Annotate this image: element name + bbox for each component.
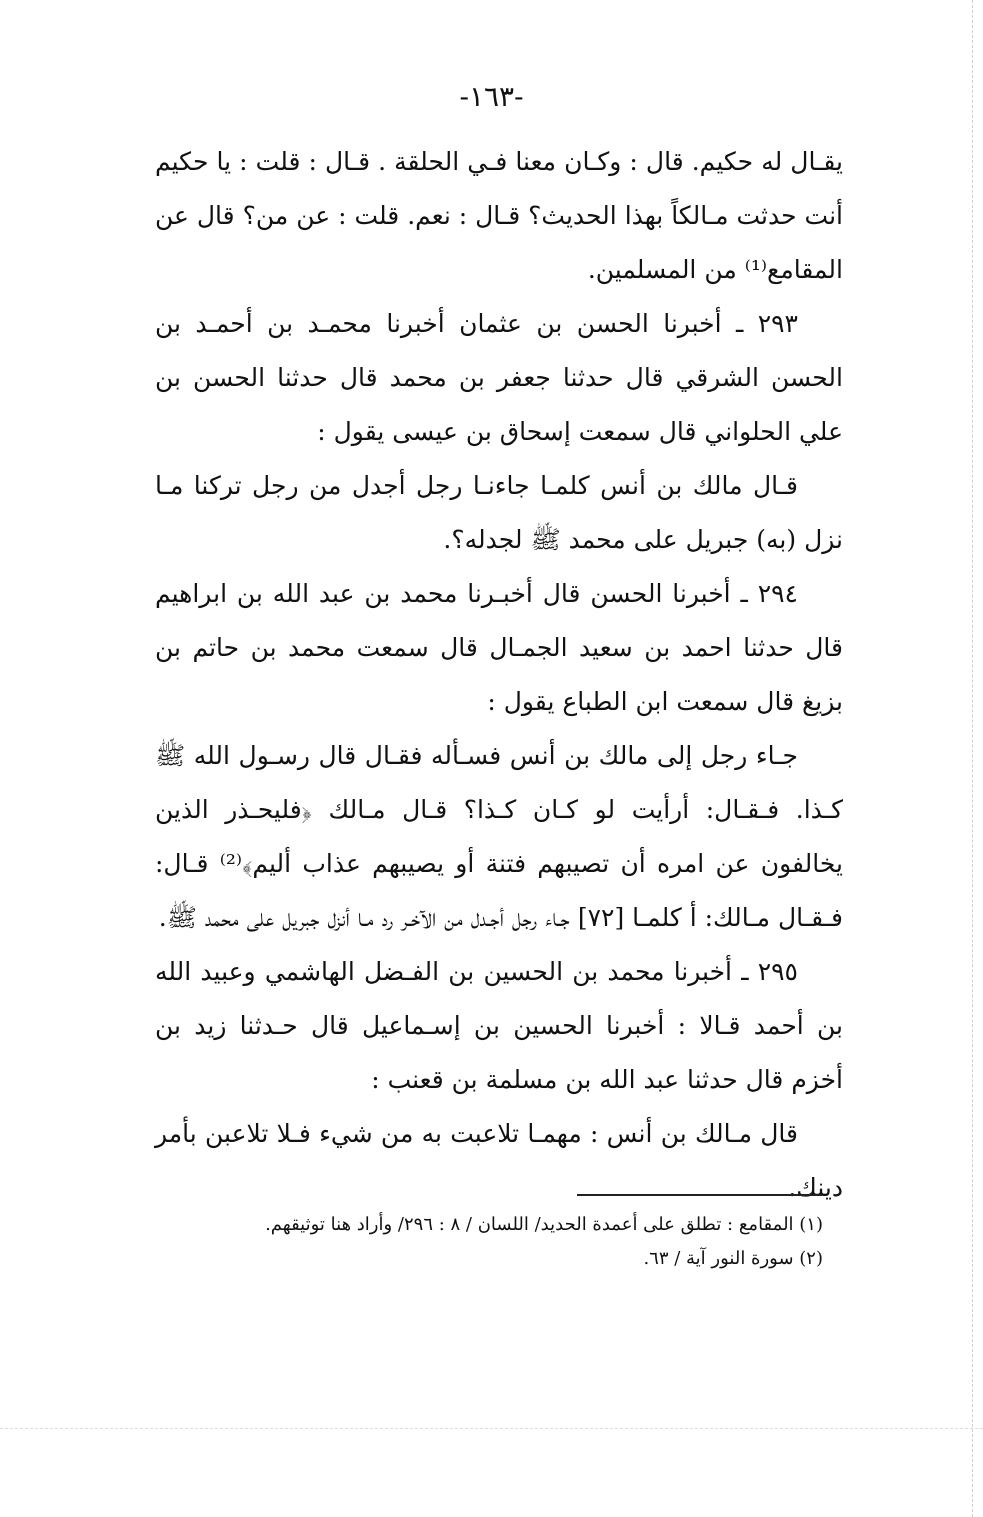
- footnote-1: (١) المقامع : تطلق على أعمدة الحديد/ اللسان / ٨ : ٢٩٦/ وأراد هنا توثيقهم.: [265, 1214, 823, 1235]
- scan-margin-line: [972, 0, 973, 1517]
- scan-bottom-line: [0, 1428, 983, 1429]
- paragraph-hadith-295-matn: قال مـالك بن أنس : مهمـا تلاعبت به من شيء فـلا تلاعبن بأمر دينك.: [155, 1119, 843, 1202]
- main-text: [155, 135, 843, 1215]
- footnotes: [155, 1208, 823, 1276]
- footnote-2: (٢) سورة النور آية / ٦٣.: [643, 1248, 823, 1269]
- paragraph-hadith-294-matn: جـاء رجل إلى مالك بن أنس فسـأله فقـال قال رسـول الله ﷺ كـذا. فـقـال: أرأيت لو كـان كـذا؟ قـال مـالك ﴿فليحـذر الذين يخالفون عن امره أن تصيبهم فتنة أو يصيبهم عذاب أليم﴾⁽²⁾ قـال: فـقـال مـالك: أ كلمـا [٧٢] جـاء رجل أجـدل من الآخـر رد مـا أنزل جبريل على محمد ﷺ.: [155, 741, 843, 932]
- paragraph-continuation: يقـال له حكيم. قال : وكـان معنا فـي الحلقة . قـال : قلت : يا حكيم أنت حدثت مـالكاً بهذا الحديث؟ قـال : نعم. قلت : عن من؟ قال عن المقامع⁽¹⁾ من المسلمين.: [155, 147, 843, 284]
- paragraph-hadith-294-isnad: ٢٩٤ ـ أخبرنا الحسن قال أخبـرنا محمد بن عبد الله بن ابراهيم قال حدثنا احمد بن سعيد الجمـال قال سمعت محمد بن حاتم بن بزيغ قال سمعت ابن الطباع يقول :: [155, 579, 843, 716]
- footnote-separator: [577, 1194, 822, 1196]
- paragraph-hadith-293-isnad: ٢٩٣ ـ أخبرنا الحسن بن عثمان أخبرنا محمـد بن أحمـد بن الحسن الشرقي قال حدثنا جعفر بن محمد قال حدثنا الحسن بن علي الحلواني قال سمعت إسحاق بن عيسى يقول :: [155, 309, 843, 446]
- paragraph-hadith-295-isnad: ٢٩٥ ـ أخبرنا محمد بن الحسين بن الفـضل الهاشمي وعبيد الله بن أحمد قـالا : أخبرنا الحسين بن إسـماعيل قال حـدثنا زيد بن أخزم قال حدثنا عبد الله بن مسلمة بن قعنب :: [155, 957, 843, 1094]
- paragraph-hadith-293-matn: قـال مالك بن أنس كلمـا جاءنـا رجل أجدل من رجل تركنا مـا نزل (به) جبريل على محمد ﷺ لجدله؟.: [155, 471, 843, 554]
- page-number: -١٦٣-: [459, 80, 524, 113]
